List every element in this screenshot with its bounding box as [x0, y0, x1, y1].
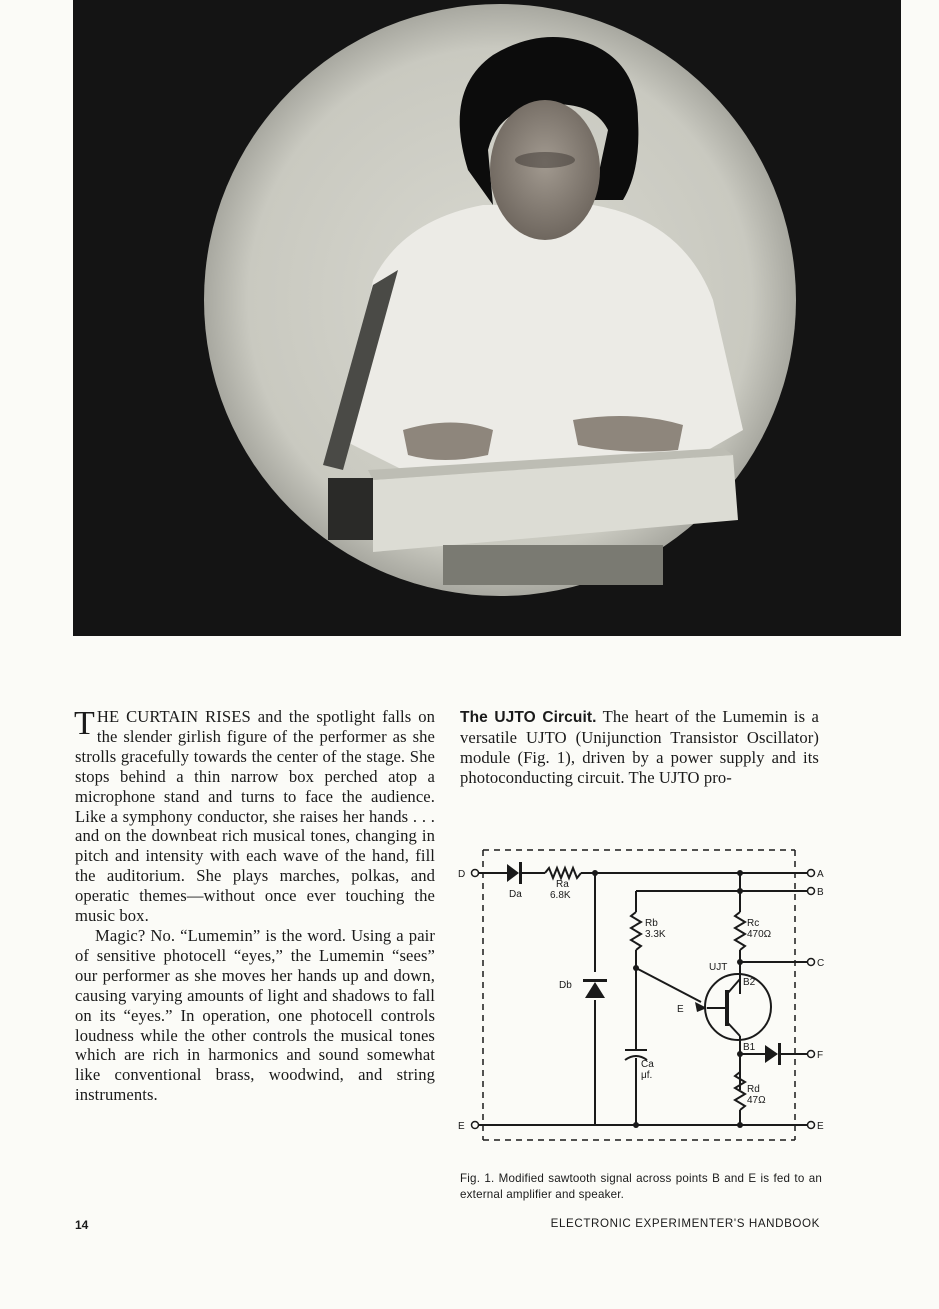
terminal-d-label: D	[458, 869, 466, 880]
diode-db-label: Db	[559, 980, 572, 991]
section-runin-heading: The UJTO Circuit.	[460, 709, 597, 726]
resistor-ra-value: 6.8K	[550, 890, 571, 901]
terminal-f-label: F	[817, 1050, 824, 1061]
terminal-a-label: A	[817, 869, 824, 880]
resistor-rb-value: 3.3K	[645, 929, 666, 940]
running-title: ELECTRONIC EXPERIMENTER'S HANDBOOK	[550, 1217, 820, 1230]
capacitor-ca-value: μf.	[641, 1070, 653, 1081]
page-number: 14	[75, 1218, 89, 1232]
performer-photo	[73, 0, 901, 636]
ujt-b1-label: B1	[743, 1042, 756, 1053]
resistor-rc-value: 470Ω	[747, 929, 772, 940]
terminal-e-left-label: E	[458, 1121, 465, 1132]
figure-caption: Fig. 1. Modified sawtooth signal across points B and E is fed to an external amplifier and speaker.	[460, 1172, 822, 1201]
paragraph-intro	[75, 707, 435, 926]
terminal-b-label: B	[817, 887, 824, 898]
terminal-e-right-label: E	[817, 1121, 824, 1132]
ujt-b2-label: B2	[743, 977, 756, 988]
resistor-rd-value: 47Ω	[747, 1095, 766, 1106]
paragraph-ujto	[460, 707, 819, 788]
paragraph-magic: Magic? No. “Lumemin” is the word. Using a pair of sensitive photocell “eyes,” the Lumemin “sees” our performer as she moves her hands up and down, causing varying amounts of light and shadows to fall on its “eyes.” In operation, one photocell controls loudness while the other controls the musical tones which are rich in harmonics and sound somewhat like conventional brass, woodwind, and string instruments.	[75, 925, 435, 1105]
right-column	[460, 707, 819, 788]
left-column	[75, 707, 435, 1105]
resistor-rd-label: Rd	[747, 1084, 760, 1095]
capacitor-ca-label: Ca	[641, 1059, 654, 1070]
terminal-c-label: C	[817, 958, 825, 969]
circuit-diagram	[455, 842, 827, 1142]
dropcap: T	[74, 705, 95, 742]
paragraph-intro-text: HE CURTAIN RISES and the spotlight falls on the slender girlish figure of the performer as she strolls gracefully towards the center of the stage. She stops behind a thin narrow box perched atop a microphone stand and turns to face the audience. Like a symphony conductor, she raises her hands . . . and on the downbeat rich musical tones, changing in pitch and intensity with each wave of the hand, fill the auditorium. She plays marches, polkas, and operatic themes—without once ever touching the music box.	[75, 707, 435, 926]
resistor-ra-label: Ra	[556, 879, 569, 890]
ujt-emitter-label: E	[677, 1004, 684, 1015]
resistor-rc-label: Rc	[747, 918, 760, 929]
diode-da-label: Da	[509, 889, 522, 900]
resistor-rb-label: Rb	[645, 918, 658, 929]
ujt-label: UJT	[709, 962, 728, 973]
paragraph-ujto-text: The heart of the Lumemin is a versatile UJTO (Unijunction Transistor Oscillator) module (Fig. 1), driven by a power supply and its photoconducting circuit. The UJTO pro-	[460, 707, 819, 787]
